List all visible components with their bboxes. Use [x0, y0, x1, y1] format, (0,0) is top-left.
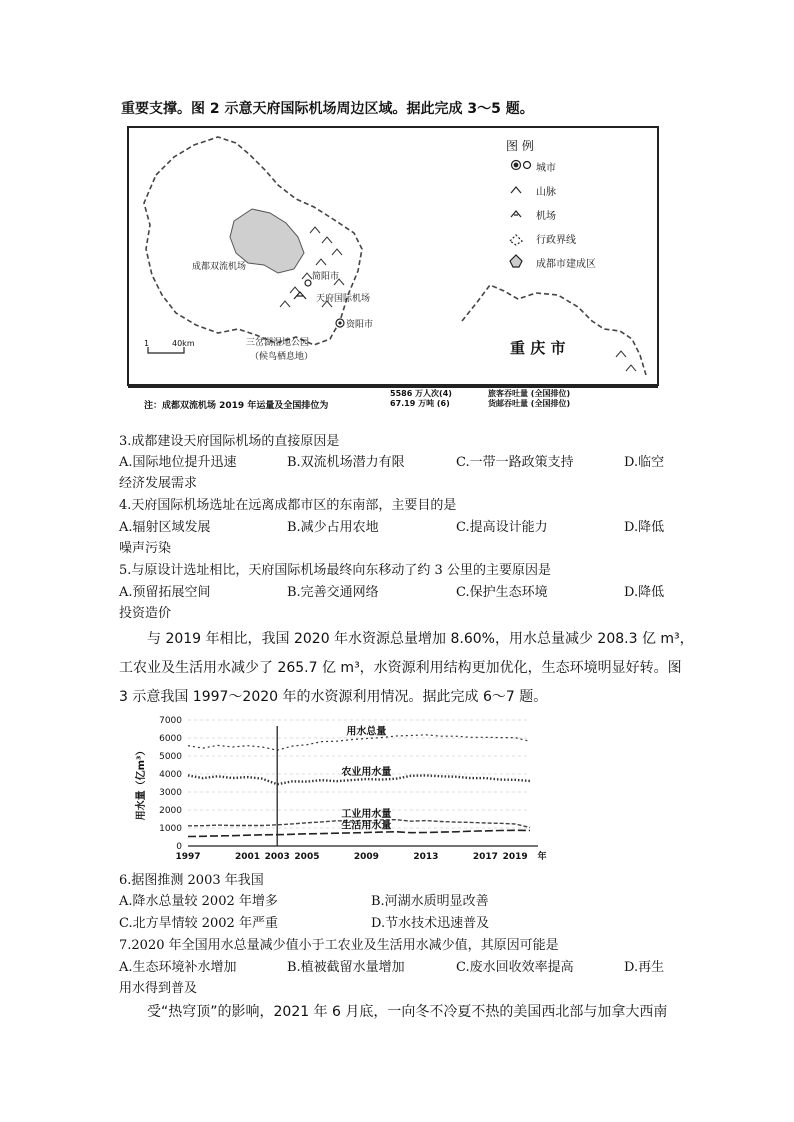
label-sancha-lake: 三岔湖湿地公园 — [246, 338, 310, 348]
map-legend — [536, 157, 596, 277]
q6-option-c: C.北方旱情较 2002 年严重 — [119, 916, 278, 931]
q5-option-c: C.保护生态环境 — [456, 585, 548, 600]
q4-option-d: D.降低 — [624, 520, 665, 535]
q6-option-a: A.降水总量较 2002 年增多 — [119, 894, 278, 909]
note-passenger-key: 旅客吞吐量 (全国排位) — [488, 389, 571, 398]
y-tick-label: 5000 — [159, 752, 182, 762]
q3-option-d: D.临空 — [624, 455, 665, 470]
q5-option-b: B.完善交通网络 — [287, 585, 379, 600]
series-label-1: 农业用水量 — [341, 767, 392, 779]
q7-option-c: C.废水回收效率提高 — [456, 960, 574, 975]
para3-text: 受“热穹顶”的影响，2021 年 6 月底，一向冬不冷夏不热的美国西北部与加拿大西南 — [147, 1004, 668, 1020]
scale-end: 40km — [172, 339, 195, 348]
legend-built-up-area: 成都市建成区 — [536, 259, 596, 270]
q5-option-a: A.预留拓展空间 — [119, 585, 211, 600]
map-note-values — [390, 389, 452, 409]
x-tick-label: 2001 — [234, 852, 261, 862]
q3-option-c: C.一带一路政策支持 — [456, 455, 574, 470]
map-note: 注：成都双流机场 2019 年运量及全国排位为 — [144, 401, 329, 411]
y-tick-label: 6000 — [159, 734, 182, 744]
label-chongqing: 重 庆 市 — [510, 339, 566, 357]
q3-option-b: B.双流机场潜力有限 — [287, 455, 405, 470]
x-tick-label: 2009 — [353, 852, 379, 862]
q4-stem: 4.天府国际机场选址在远离成都市区的东南部，主要目的是 — [119, 498, 457, 513]
y-axis-label: 用水量（亿m³） — [136, 745, 147, 821]
label-sancha-note: （候鸟栖息地） — [250, 352, 314, 362]
q4-option-c: C.提高设计能力 — [456, 520, 548, 535]
x-tick-label: 2005 — [294, 852, 320, 862]
x-tick-label: 1997 — [175, 852, 201, 862]
para2-line2: 工农业及生活用水减少了 265.7 亿 m³，水资源利用结构更加优化，生态环境明显好转。图 — [119, 660, 682, 676]
x-tick-label: 2003 — [264, 852, 290, 862]
q3-option-d-cont: 经济发展需求 — [119, 476, 198, 491]
q6-option-b: B.河湖水质明显改善 — [371, 894, 489, 909]
legend-city: 城市 — [536, 163, 556, 174]
legend-mountain: 山脉 — [536, 187, 556, 198]
x-tick-label: 2017 — [472, 852, 498, 862]
para2-line3: 3 示意我国 1997～2020 年的水资源利用情况。据此完成 6～7 题。 — [119, 689, 548, 705]
water-usage-chart — [130, 712, 550, 870]
legend-title: 图 例 — [506, 139, 534, 153]
q5-stem: 5.与原设计选址相比，天府国际机场最终向东移动了约 3 公里的主要原因是 — [119, 563, 551, 578]
q4-option-a: A.辐射区域发展 — [119, 520, 211, 535]
label-jianyang: 简阳市 — [312, 272, 340, 282]
note-passenger-value: 5586 万人次(4) — [390, 389, 452, 398]
q4-option-b: B.减少占用农地 — [287, 520, 379, 535]
q4-option-d-cont: 噪声污染 — [119, 541, 172, 556]
x-tick-label: 2019 — [502, 852, 528, 862]
map-note-keys — [488, 389, 570, 409]
series-label-0: 用水总量 — [346, 726, 387, 738]
para2-line1: 与 2019 年相比，我国 2020 年水资源总量增加 8.60%，用水总量减少 208.3 亿 m³， — [147, 631, 694, 647]
chart-svg — [130, 712, 550, 870]
y-tick-label: 7000 — [159, 716, 182, 726]
y-tick-label: 1000 — [159, 824, 182, 834]
note-cargo-key: 货邮吞吐量 (全国排位) — [488, 399, 571, 408]
jianyang-city-symbol — [305, 280, 311, 286]
legend-admin-boundary: 行政界线 — [536, 235, 576, 246]
note-cargo-value: 67.19 万吨 (6) — [390, 399, 450, 408]
y-tick-label: 2000 — [159, 806, 182, 816]
intro-text: 重要支撑。图 2 示意天府国际机场周边区域。据此完成 3～5 题。 — [121, 101, 534, 117]
series-label-2: 工业用水量 — [341, 808, 392, 820]
map-figure — [126, 125, 660, 415]
label-tianfu-airport: 天府国际机场 — [316, 294, 371, 304]
q7-option-b: B.植被截留水量增加 — [287, 960, 405, 975]
x-unit-label: 年 — [537, 852, 547, 862]
label-shuangliu: 成都双流机场 — [192, 262, 247, 272]
x-tick-label: 2013 — [413, 852, 439, 862]
q3-option-a: A.国际地位提升迅速 — [119, 455, 237, 470]
q3-stem: 3.成都建设天府国际机场的直接原因是 — [119, 434, 340, 449]
q7-option-d-cont: 用水得到普及 — [119, 981, 198, 996]
q7-option-a: A.生态环境补水增加 — [119, 960, 237, 975]
y-tick-label: 3000 — [159, 788, 182, 798]
label-ziyang: 资阳市 — [346, 320, 374, 330]
series-label-3: 生活用水量 — [341, 820, 392, 832]
q7-stem: 7.2020 年全国用水总量减少值小于工农业及生活用水减少值，其原因可能是 — [119, 938, 559, 953]
legend-airport: 机场 — [536, 211, 556, 222]
scale-start: 1 — [144, 339, 150, 348]
y-tick-label: 0 — [176, 842, 182, 852]
q5-option-d: D.降低 — [624, 585, 665, 600]
q6-stem: 6.据图推测 2003 年我国 — [119, 873, 264, 888]
q5-option-d-cont: 投资造价 — [119, 606, 172, 621]
y-tick-label: 4000 — [159, 770, 182, 780]
q7-option-d: D.再生 — [624, 960, 665, 975]
q6-option-d: D.节水技术迅速普及 — [371, 916, 490, 931]
